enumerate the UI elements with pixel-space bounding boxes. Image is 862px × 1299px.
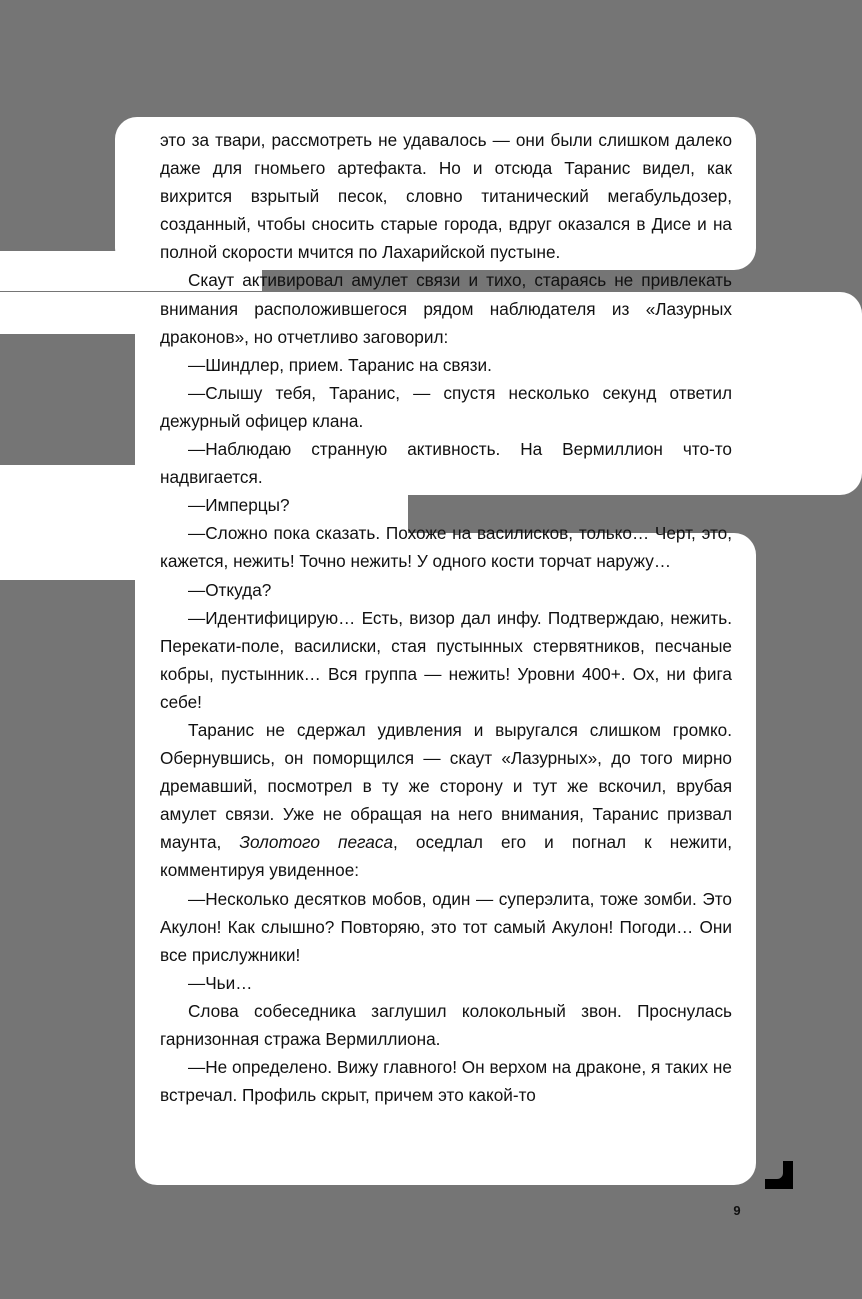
paragraph: это за твари, рассмотреть не удавалось — они были слишком далеко даже для гномьего артефакта. Но и отсюда Таранис видел, как вихрится взрытый песок, словно титанический мегабульдозер, созданный, чтобы сносить старые города, вдруг оказался в Дисе и на полной скорости мчится по Лахарийской пустыне. [160, 130, 732, 263]
paragraph: —Имперцы? [188, 495, 290, 516]
paragraph: —Наблюдаю странную активность. На Вермиллион что-то надвигается. [160, 439, 732, 488]
corner-bracket-icon [763, 1159, 795, 1191]
paragraph: Слова собеседника заглушил колокольный звон. Проснулась гарнизонная стража Вермиллиона. [160, 1000, 732, 1049]
paragraph [160, 716, 732, 885]
paragraph: —Идентифицирую… Есть, визор дал инфу. Подтверждаю, нежить. Перекати-поле, василиски, стая пустынных стервятников, песчаные кобры, пустынник… Вся группа — нежить! Уровни 400+. Ох, ни фига себе! [160, 607, 732, 712]
italic-mount-name: Золотого пегаса [239, 832, 394, 853]
paragraph: —Сложно пока сказать. Похоже на василисков, только… Черт, это, кажется, нежить! Точно нежить! У одного кости торчат наружу… [160, 523, 732, 572]
paragraph-text: Таранис не сдержал удивления и выругался слишком громко. Обернувшись, он поморщился — скаут «Лазурных», до того мирно дремавший, посмотрел в ту же сторону и тут же вскочил, врубая амулет связи. Уже не обращая на него внимания, Таранис призвал маунта, [160, 719, 732, 853]
page-number: 9 [733, 1203, 741, 1218]
paragraph: —Несколько десятков мобов, один — суперэлита, тоже зомби. Это Акулон! Как слышно? Повторяю, это тот самый Акулон! Погоди… Они все прислужники! [160, 888, 732, 965]
paragraph: —Откуда? [188, 579, 272, 600]
body-text [160, 126, 732, 1109]
paragraph: —Шиндлер, прием. Таранис на связи. [188, 354, 492, 375]
paragraph-text: , оседлал его и погнал к нежити, комментируя увиденное: [160, 832, 732, 881]
paragraph: —Чьи… [188, 972, 253, 993]
paragraph: —Слышу тебя, Таранис, — спустя несколько секунд ответил дежурный офицер клана. [160, 382, 732, 431]
paragraph: Скаут активировал амулет связи и тихо, стараясь не привлекать внимания расположившегося рядом наблюдателя из «Лазурных драконов», но отчетливо заговорил: [160, 270, 732, 347]
paragraph: —Не определено. Вижу главного! Он верхом на драконе, я таких не встречал. Профиль скрыт, причем это какой-то [160, 1057, 732, 1106]
